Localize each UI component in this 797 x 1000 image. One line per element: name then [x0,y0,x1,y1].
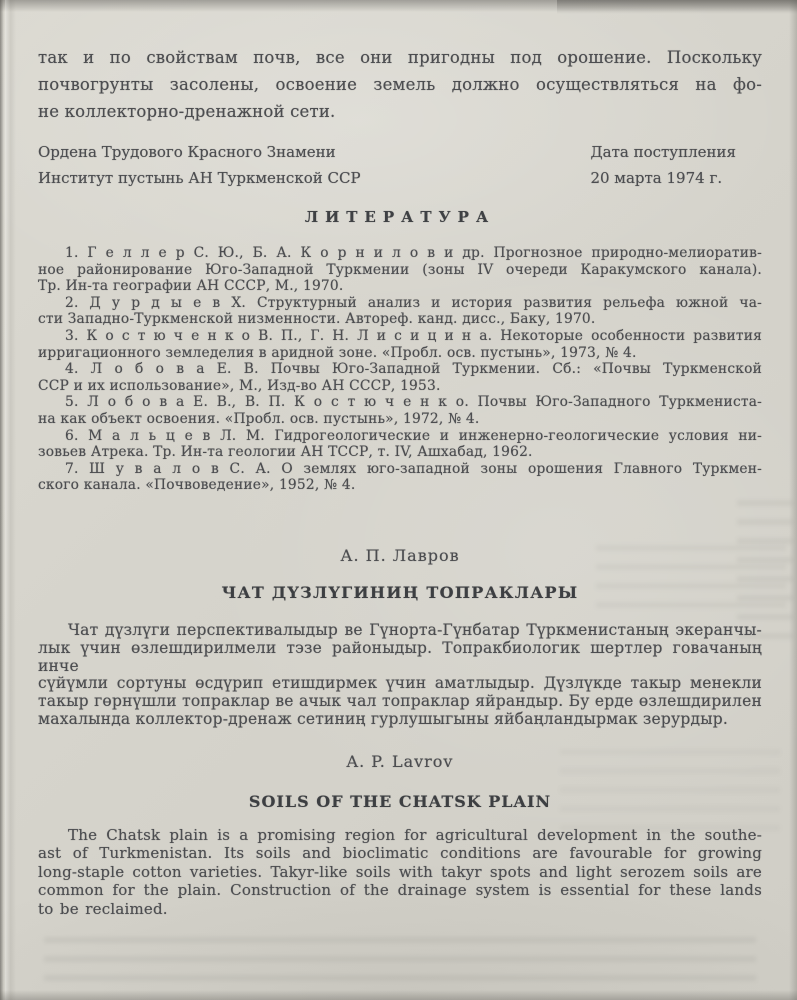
turkmen-author: А. П. Лавров [340,546,460,565]
reference-item [38,328,762,361]
submission-date-label: Дата поступления [590,143,736,161]
institution-block [38,139,361,191]
scan-edge-left [0,0,4,1000]
text-line: махалында коллектор-дренаж сетиниң гурлушыгыны яйбаңландырмак зерурдыр. [38,709,729,728]
reference-item [38,245,762,295]
text-line: ast of Turkmenistan. Its soils and bioclimatic conditions are favourable for growing [38,844,762,863]
literature-heading: ЛИТЕРАТУРА [304,208,496,226]
text-line: 5. Л о б о в а Е. В., В. П. К о с т ю ч е н к о. Почвы Юго-Западного Туркмениста- [65,394,762,411]
text-line: сүйүмли сортуны өсдүрип етишдирмек үчин аматлыдыр. Дүзлүкде такыр менекли [38,674,762,693]
institution-line-1: Ордена Трудового Красного Знамени [38,143,336,161]
text-line: не коллекторно-дренажной сети. [38,102,336,121]
page-gutter-crease [5,0,16,1000]
text-line: так и по свойствам почв, все они пригодны под орошение. Поскольку [38,48,762,67]
text-line: long-staple cotton varieties. Takyr-like soils with takyr spots and light serozem soils are [38,862,762,881]
text-line: почвогрунты засолены, освоение земель должно осуществляться на фо- [38,75,762,94]
reference-item [38,295,762,328]
text-line: 2. Д у р д ы е в Х. Структурный анализ и история развития рельефа южной ча- [65,294,762,311]
english-author: A. P. Lavrov [346,752,454,771]
text-line: 3. К о с т ю ч е н к о В. П., Г. Н. Л и с и ц и н а. Некоторые особенности развития [65,327,762,344]
reference-item [38,361,762,394]
text-line: common for the plain. Construction of the drainage system is essential for these lands [38,881,762,900]
text-line: зовьев Атрека. Тр. Ин-та геологии АН ТССР, т. IV, Ашхабад, 1962. [38,444,533,461]
text-line: сти Западно-Туркменской низменности. Автореф. канд. дисс., Баку, 1970. [38,311,596,328]
submission-date-value: 20 марта 1974 г. [590,169,723,187]
text-line: Чат дүзлүги перспективалыдыр ве Гүнорта-Гүнбатар Түркменистаның экеранчы- [68,621,762,639]
turkmen-abstract [38,622,762,729]
scan-edge-bottom [0,990,797,1000]
text-line: такыр гөрнүшли топраклар ве ачык чал топраклар яйрандыр. Бу ерде өзлешдирилен [38,692,762,711]
text-line: The Chatsk plain is a promising region for agricultural development in the southe- [68,826,762,844]
submission-date-block [590,139,762,191]
text-line: 7. Ш у в а л о в С. А. О землях юго-западной зоны орошения Главного Туркмен- [65,460,762,477]
text-line: лык үчин өзлешдирилмели тэзе районыдыр. Топракбиологик шертлер говачаның инче [38,638,762,675]
intro-paragraph [38,44,762,125]
text-line: 6. М а л ь ц е в Л. М. Гидрогеологические и инженерно-геологические условия ни- [65,427,762,444]
text-line: ное районирование Юго-Западной Туркмении (зоны IV очереди Каракумского канала). [38,261,762,278]
text-line: ирригационного земледелия в аридной зоне. «Пробл. осв. пустынь», 1973, № 4. [38,344,637,361]
text-line: на как объект освоения. «Пробл. осв. пустынь», 1972, № 4. [38,410,480,427]
reference-item [38,461,762,494]
scan-edge-right [789,0,797,1000]
text-line: 4. Л о б о в а Е. В. Почвы Юго-Западной Туркмении. Сб.: «Почвы Туркменской [65,361,762,378]
text-line: to be reclaimed. [38,899,168,918]
text-line: Тр. Ин-та географии АН СССР, М., 1970. [38,278,344,295]
english-title: SOILS OF THE CHATSK PLAIN [248,792,552,811]
institution-line-2: Институт пустынь АН Туркменской ССР [38,169,361,187]
text-line: 1. Г е л л е р С. Ю., Б. А. К о р н и л о в и др. Прогнозное природно-мелиоратив- [65,245,762,261]
scan-corner-top-right [557,0,797,14]
text-line: ССР и их использование», М., Изд-во АН СССР, 1953. [38,377,441,394]
reference-item [38,428,762,461]
bleedthrough-bottom [44,932,756,990]
reference-list [38,245,762,494]
affiliation-block [38,139,762,191]
english-abstract [38,826,762,918]
reference-item [38,394,762,427]
text-line: ского канала. «Почвоведение», 1952, № 4. [38,477,356,494]
turkmen-title: ЧАТ ДҮЗЛҮГИНИҢ ТОПРАКЛАРЫ [221,583,579,602]
